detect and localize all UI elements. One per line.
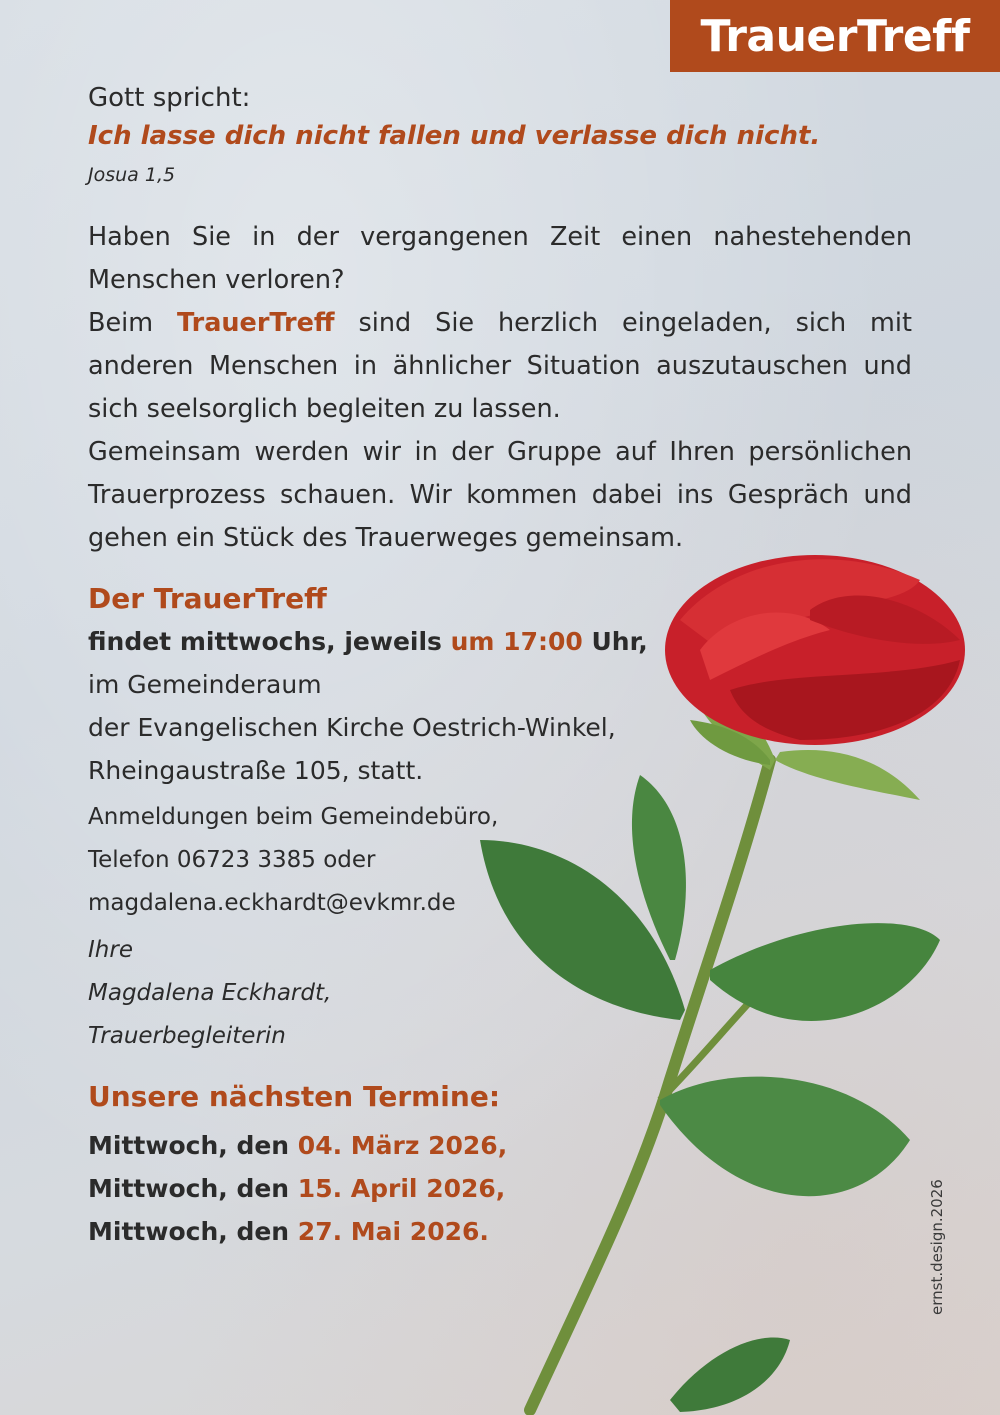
meeting-line1-post: Uhr, — [582, 627, 648, 656]
design-credit: ernst.design.2026 — [928, 1179, 946, 1315]
intro-text — [88, 216, 912, 560]
contact-email[interactable]: magdalena.eckhardt@evkmr.de — [88, 890, 456, 916]
meeting-line1-pre: findet mittwochs, jeweils — [88, 627, 451, 656]
contact-line-1: Anmeldungen beim Gemeindebüro, — [88, 804, 499, 830]
bible-quote: Ich lasse dich nicht fallen und verlasse dich nicht. — [88, 121, 821, 151]
contact-line-2: Telefon 06723 3385 oder — [88, 847, 376, 873]
leaf-bottom — [670, 1338, 790, 1413]
date-prefix: Mittwoch, den — [88, 1174, 298, 1203]
header-tag: TrauerTreff — [670, 0, 1000, 72]
dates-heading: Unsere nächsten Termine: — [88, 1080, 501, 1113]
date-value: 27. Mai 2026. — [297, 1217, 489, 1246]
contact-block — [88, 796, 912, 925]
date-item — [88, 1167, 912, 1210]
signature-role: Trauerbegleiterin — [88, 1023, 286, 1049]
signature-name: Magdalena Eckhardt, — [88, 980, 332, 1006]
date-item — [88, 1210, 912, 1253]
date-item — [88, 1124, 912, 1167]
meeting-heading: Der TrauerTreff — [88, 582, 327, 615]
meeting-time: um 17:00 — [450, 627, 583, 656]
quote-intro: Gott spricht: — [88, 83, 251, 113]
date-value: 04. März 2026, — [297, 1131, 508, 1160]
signature-block — [88, 929, 912, 1058]
meeting-info — [88, 620, 912, 792]
meeting-line-1 — [88, 620, 912, 663]
intro-paragraph-3: Gemeinsam werden wir in der Gruppe auf Ihren persönlichen Trauerprozess schauen. Wir kommen dabei ins Gespräch und gehen ein Stück des Trauerweges gemeinsam. — [88, 437, 912, 553]
intro-paragraph-1: Haben Sie in der vergangenen Zeit einen nahestehenden Menschen verloren? — [88, 222, 912, 295]
meeting-line-2: im Gemeinderaum — [88, 670, 322, 699]
meeting-line-4: Rheingaustraße 105, statt. — [88, 756, 424, 785]
intro-p2-post: sind Sie herzlich eingeladen, sich mit anderen Menschen in ähnlicher Situation auszutauschen und sich seelsorglich begleiten zu lassen. — [88, 308, 912, 424]
date-prefix: Mittwoch, den — [88, 1131, 298, 1160]
intro-p2-pre: Beim — [88, 308, 178, 338]
intro-paragraph-2 — [88, 302, 912, 431]
dates-list — [88, 1124, 912, 1253]
date-value: 15. April 2026, — [297, 1174, 506, 1203]
date-prefix: Mittwoch, den — [88, 1217, 298, 1246]
intro-p2-highlight: TrauerTreff — [177, 308, 335, 338]
meeting-line-3: der Evangelischen Kirche Oestrich-Winkel, — [88, 713, 616, 742]
bible-reference: Josua 1,5 — [88, 164, 176, 186]
signature-line-1: Ihre — [88, 937, 133, 963]
